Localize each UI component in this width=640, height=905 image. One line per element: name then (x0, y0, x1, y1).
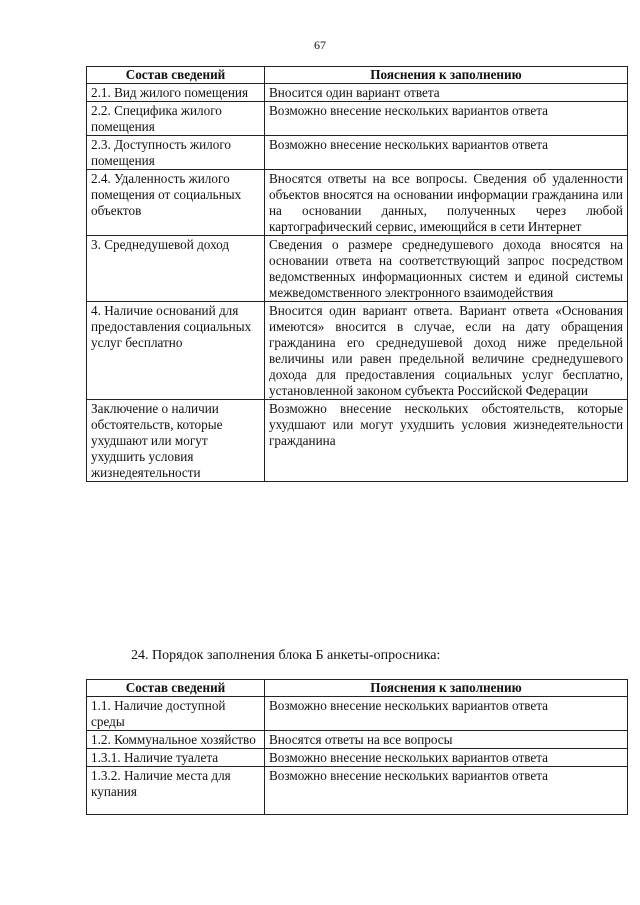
item-cell: 2.2. Специфика жилого помещения (87, 102, 265, 136)
explanation-cell: Вносятся ответы на все вопросы (265, 731, 628, 749)
item-cell: 1.2. Коммунальное хозяйство (87, 731, 265, 749)
table-row (87, 400, 628, 482)
explanation-cell: Вносится один вариант ответа (265, 84, 628, 102)
item-cell: 2.1. Вид жилого помещения (87, 84, 265, 102)
explanation-cell: Вносятся ответы на все вопросы. Сведения об удаленности объектов вносятся на основании информации гражданина или на основании данных, полученных через любой картографический сервис, имеющийся в сети Интернет (265, 170, 628, 236)
explanation-cell: Сведения о размере среднедушевого дохода вносятся на основании ответа на соответствующий запрос посредством ведомственных информационных систем и единой системы межведомственного электронного взаимодействия (265, 236, 628, 302)
table-row (87, 302, 628, 400)
item-cell: 2.3. Доступность жилого помещения (87, 136, 265, 170)
item-cell: 3. Среднедушевой доход (87, 236, 265, 302)
column-header-composition: Состав сведений (87, 67, 265, 84)
table-row (87, 102, 628, 136)
item-cell: 1.1. Наличие доступной среды (87, 697, 265, 731)
table-row (87, 697, 628, 731)
table-header-row (87, 680, 628, 697)
table-row (87, 767, 628, 815)
table-row (87, 84, 628, 102)
explanation-cell: Возможно внесение нескольких вариантов ответа (265, 102, 628, 136)
explanation-cell: Возможно внесение нескольких обстоятельств, которые ухудшают или могут ухудшить условия жизнедеятельности гражданина (265, 400, 628, 482)
item-cell: Заключение о наличии обстоятельств, которые ухудшают или могут ухудшить условия жизнедеятельности (87, 400, 265, 482)
explanation-cell: Возможно внесение нескольких вариантов ответа (265, 767, 628, 815)
table-row (87, 136, 628, 170)
block-b-table (86, 679, 628, 815)
block-a-table (86, 66, 628, 482)
table-row (87, 731, 628, 749)
table-row (87, 170, 628, 236)
explanation-cell: Возможно внесение нескольких вариантов ответа (265, 749, 628, 767)
explanation-cell: Возможно внесение нескольких вариантов ответа (265, 697, 628, 731)
item-cell: 4. Наличие оснований для предоставления социальных услуг бесплатно (87, 302, 265, 400)
explanation-cell: Возможно внесение нескольких вариантов ответа (265, 136, 628, 170)
block-b-heading: 24. Порядок заполнения блока Б анкеты-опросника: (131, 648, 441, 663)
table-header-row (87, 67, 628, 84)
table-row (87, 749, 628, 767)
column-header-explanation: Пояснения к заполнению (265, 680, 628, 697)
item-cell: 1.3.1. Наличие туалета (87, 749, 265, 767)
column-header-composition: Состав сведений (87, 680, 265, 697)
page-number: 67 (314, 38, 326, 52)
item-cell: 2.4. Удаленность жилого помещения от социальных объектов (87, 170, 265, 236)
table-row (87, 236, 628, 302)
item-cell: 1.3.2. Наличие места для купания (87, 767, 265, 815)
explanation-cell: Вносится один вариант ответа. Вариант ответа «Основания имеются» вносится в случае, если на дату обращения гражданина его среднедушевой доход ниже предельной величины или равен предельной величине среднедушевого дохода для предоставления социальных услуг бесплатно, установленной законом субъекта Российской Федерации (265, 302, 628, 400)
column-header-explanation: Пояснения к заполнению (265, 67, 628, 84)
